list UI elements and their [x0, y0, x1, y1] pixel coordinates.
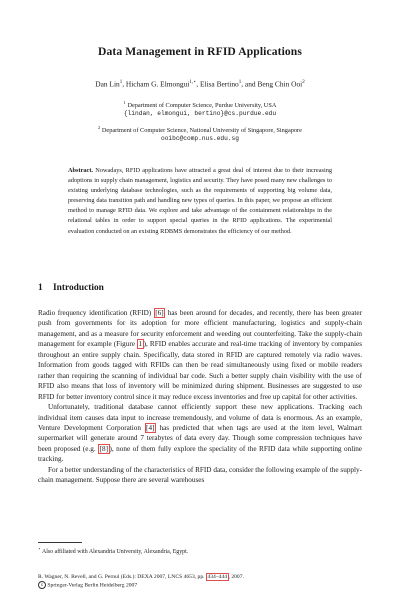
affiliation: [0, 124, 400, 144]
section-number: 1: [38, 283, 43, 293]
author-affil-mark: 2: [302, 80, 305, 85]
author-affil-mark: 1: [238, 80, 242, 85]
abstract: [68, 166, 332, 237]
author-list: [0, 79, 400, 88]
citation-link[interactable]: 1: [138, 340, 143, 349]
copyright-icon: c: [38, 581, 46, 589]
publication-info: [38, 573, 244, 589]
paragraph-text: Unfortunately, traditional database cannot efficiently support these new applications. Tracking each individual item causes data input to increase tremendously, and volume of data is enormous. As an example, Venture Development Corporation: [38, 403, 362, 432]
author-separator: ,: [196, 79, 200, 89]
publisher-line: Springer-Verlag Berlin Heidelberg 2007: [47, 582, 138, 589]
paragraph-text: ), RFID enables accurate and real-time tracking of inventory by companies throughout an entire supply chain. Specifically, data stored in RFID are captured remotely via radio waves. Information from goods tagged with RFIDs can then be read simultaneously using fixed or mobile readers rather than requiring the scanning of individual bar code. Such a better supply chain visibility with the use of RFID also means that loss of inventory will be minimized during shipment. Businesses are suggested to use RFID for better inventory control since it may reduce excess inventories and free up capital for other activities.: [38, 340, 362, 401]
affiliation-text: Department of Computer Science, Purdue University, USA: [127, 102, 277, 110]
paragraph-text: ), none of them fully explore the speciality of the RFID data while supporting online tracking.: [38, 444, 362, 464]
author-affil-mark: 1,⋆: [189, 80, 197, 85]
footnote-text: Also affiliated with Alexandria University, Alexandria, Egypt.: [41, 548, 189, 555]
author-name: Beng Chin Ooi: [257, 79, 303, 89]
affiliation-email: ooibc@comp.nus.edu.sg: [161, 135, 239, 143]
body-paragraph: [38, 402, 362, 465]
citation-link[interactable]: [8]: [99, 444, 109, 453]
body-text: [38, 308, 362, 486]
footnote-mark: ⋆: [38, 546, 41, 551]
affiliation: [0, 99, 400, 119]
pub-line-prefix: R. Wagner, N. Revell, and G. Pernul (Eds.): DEXA 2007, LNCS 4653, pp.: [38, 574, 206, 580]
author-affil-mark: 1: [119, 80, 123, 85]
affiliation-text: Department of Computer Science, National University of Singapore, Singapore: [101, 127, 302, 135]
footnote: [38, 546, 188, 555]
pub-line-suffix: , 2007.: [228, 574, 244, 580]
section-title: Introduction: [53, 283, 104, 293]
citation-link[interactable]: [6]: [155, 309, 164, 317]
paragraph-text: has been around for decades, and recently, there has been greater push from governments for its adoption for more efficient manufacturing, logistics and supply-chain management, and as a measure for security enforcement and weeding out counterfeiting. Take the supply-chain management for example (Figure: [38, 309, 362, 349]
abstract-label: Abstract.: [68, 167, 94, 174]
affiliation-email: {lindan, elmongui, bertino}@cs.purdue.edu: [123, 110, 277, 118]
affiliation-mark: 2: [98, 125, 101, 130]
body-paragraph: [38, 308, 362, 402]
citation-link[interactable]: [4]: [146, 423, 155, 432]
paper-title: Data Management in RFID Applications: [98, 45, 302, 58]
footnote-rule: [38, 542, 82, 543]
author-name: Elisa Bertino: [199, 79, 239, 89]
paragraph-text: For a better understanding of the characteristics of RFID data, consider the following example of the supply-chain management. Suppose there are several warehouses: [38, 465, 362, 485]
affiliation-mark: 1: [123, 100, 126, 105]
author-name: Hicham G. Elmongui: [125, 79, 190, 89]
paragraph-text: has predicted that when tags are used at the item level, Walmart supermarket will generate around 7 terabytes of data every day. Though some compression techniques have been proposed (e.g.: [38, 423, 362, 453]
section-heading: [38, 283, 104, 293]
page-range-link[interactable]: 434–444: [207, 574, 228, 580]
abstract-text: Nowadays, RFID applications have attracted a great deal of interest due to their increasing adoptions in supply chain management, logistics and security. They have posed many new challenges to existing underlying database technologies, such as the requirements of supporting big volume data, preserving data transition path and handling new types of queries. In this paper, we propose an efficient method to manage RFID data. We explore and take advantage of the containment relationships in the relational tables in order to support special queries in the RFID applications. The experimental evaluation conducted on an existing RDBMS demonstrates the efficiency of our method.: [68, 167, 332, 235]
author-separator: , and: [241, 79, 258, 89]
author-separator: ,: [122, 79, 126, 89]
paragraph-text: Radio frequency identification (RFID): [38, 309, 154, 317]
body-paragraph: [38, 465, 362, 486]
author-name: Dan Lin: [95, 79, 120, 89]
